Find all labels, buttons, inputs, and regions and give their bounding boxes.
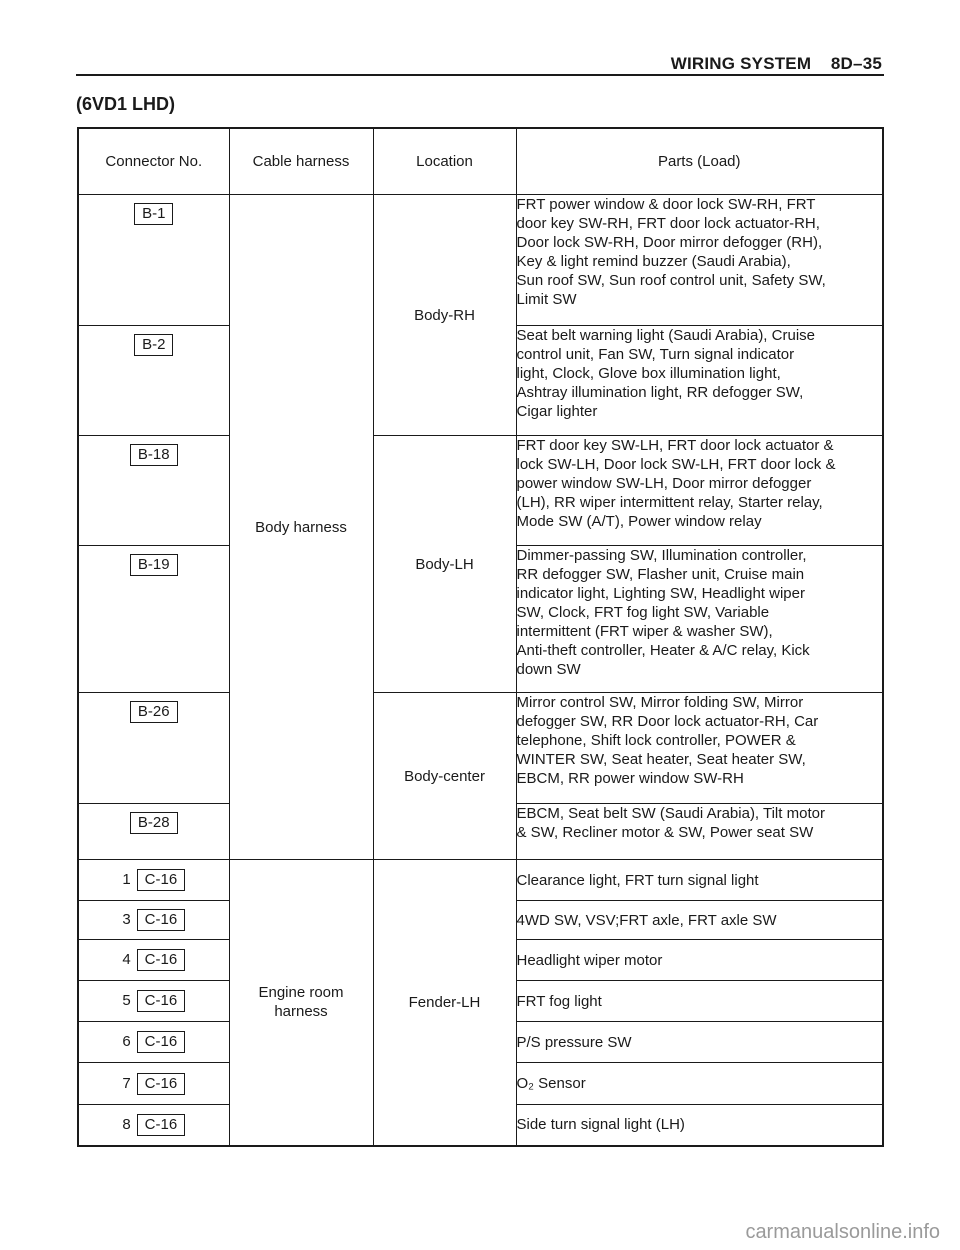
connector-label: C-16 [137, 949, 186, 971]
cable-harness-cell: Body harness [229, 195, 373, 860]
connector-cell [78, 1022, 229, 1063]
parts-cell: Headlight wiper motor [516, 940, 883, 981]
connector-cell [78, 436, 229, 546]
cable-harness-label: Engine room harness [258, 984, 344, 1021]
watermark-text: carmanualsonline.info [745, 1221, 940, 1243]
connector-cell [78, 546, 229, 693]
parts-cell: FRT door key SW-LH, FRT door lock actuator & lock SW-LH, Door lock SW-LH, FRT door lock & power window SW-LH, Door mirror defogger (LH), RR wiper intermittent relay, Starter relay, Mode SW (A/T), Power window relay [516, 436, 883, 546]
parts-cell: FRT fog light [516, 981, 883, 1022]
table-row [78, 860, 883, 901]
column-header-cable-harness: Cable harness [229, 128, 373, 195]
connector-cell [78, 693, 229, 804]
connector-label: C-16 [137, 1031, 186, 1053]
pin-number: 8 [122, 1115, 131, 1133]
pin-number: 6 [122, 1033, 131, 1050]
connector-label: B-2 [134, 334, 173, 356]
connector-label: C-16 [137, 1073, 186, 1095]
header-rule [76, 74, 884, 76]
connector-label: C-16 [137, 869, 186, 891]
wiring-table [77, 127, 884, 1147]
connector-label: B-18 [130, 444, 178, 466]
connector-cell [78, 1105, 229, 1146]
column-header-connector: Connector No. [78, 128, 229, 195]
parts-cell: 4WD SW, VSV;FRT axle, FRT axle SW [516, 901, 883, 940]
connector-cell [78, 1063, 229, 1105]
connector-cell [78, 981, 229, 1022]
connector-label: C-16 [137, 909, 186, 931]
pin-number: 5 [122, 992, 131, 1009]
parts-cell: Dimmer-passing SW, Illumination controller, RR defogger SW, Flasher unit, Cruise main indicator light, Lighting SW, Headlight wiper SW, Clock, FRT fog light SW, Variable intermittent (FRT wiper & washer SW), Anti-theft controller, Heater & A/C relay, Kick down SW [516, 546, 883, 693]
pin-number: 4 [122, 951, 131, 968]
location-cell: Body-LH [373, 436, 516, 693]
section-title: (6VD1 LHD) [76, 94, 176, 114]
connector-label: B-28 [130, 812, 178, 834]
connector-label: B-26 [130, 701, 178, 723]
pin-number: 3 [122, 911, 131, 928]
cable-harness-cell [229, 860, 373, 1146]
parts-cell: Clearance light, FRT turn signal light [516, 860, 883, 901]
parts-cell: Side turn signal light (LH) [516, 1105, 883, 1146]
location-cell: Body-RH [373, 195, 516, 436]
parts-cell: Seat belt warning light (Saudi Arabia), Cruise control unit, Fan SW, Turn signal indicator light, Clock, Glove box illumination light, Ashtray illumination light, RR defogger SW, Cigar lighter [516, 326, 883, 436]
parts-cell: P/S pressure SW [516, 1022, 883, 1063]
table-row [78, 436, 883, 546]
connector-label: B-19 [130, 554, 178, 576]
table-row [78, 693, 883, 804]
connector-label: C-16 [137, 1114, 186, 1136]
table-header-row [78, 128, 883, 195]
location-cell: Fender-LH [373, 860, 516, 1146]
connector-label: C-16 [137, 990, 186, 1012]
parts-cell: Mirror control SW, Mirror folding SW, Mirror defogger SW, RR Door lock actuator-RH, Car telephone, Shift lock controller, POWER & WINTER SW, Seat heater, Seat heater SW, EBCM, RR power window SW-RH [516, 693, 883, 804]
parts-cell: O₂ Sensor [516, 1063, 883, 1105]
pin-number: 1 [122, 871, 131, 888]
connector-label: B-1 [134, 203, 173, 225]
parts-cell: EBCM, Seat belt SW (Saudi Arabia), Tilt motor & SW, Recliner motor & SW, Power seat SW [516, 804, 883, 860]
connector-cell [78, 860, 229, 901]
column-header-parts: Parts (Load) [516, 128, 883, 195]
connector-cell [78, 326, 229, 436]
table-row [78, 195, 883, 326]
location-cell: Body-center [373, 693, 516, 860]
pin-number: 7 [122, 1074, 131, 1092]
column-header-location: Location [373, 128, 516, 195]
parts-cell: FRT power window & door lock SW-RH, FRT door key SW-RH, FRT door lock actuator-RH, Door lock SW-RH, Door mirror defogger (RH), Key & light remind buzzer (Saudi Arabia), Sun roof SW, Sun roof control unit, Safety SW, Limit SW [516, 195, 883, 326]
connector-cell [78, 195, 229, 326]
connector-cell [78, 804, 229, 860]
connector-cell [78, 901, 229, 940]
page-header-title: WIRING SYSTEM 8D–35 [670, 54, 882, 73]
connector-cell [78, 940, 229, 981]
